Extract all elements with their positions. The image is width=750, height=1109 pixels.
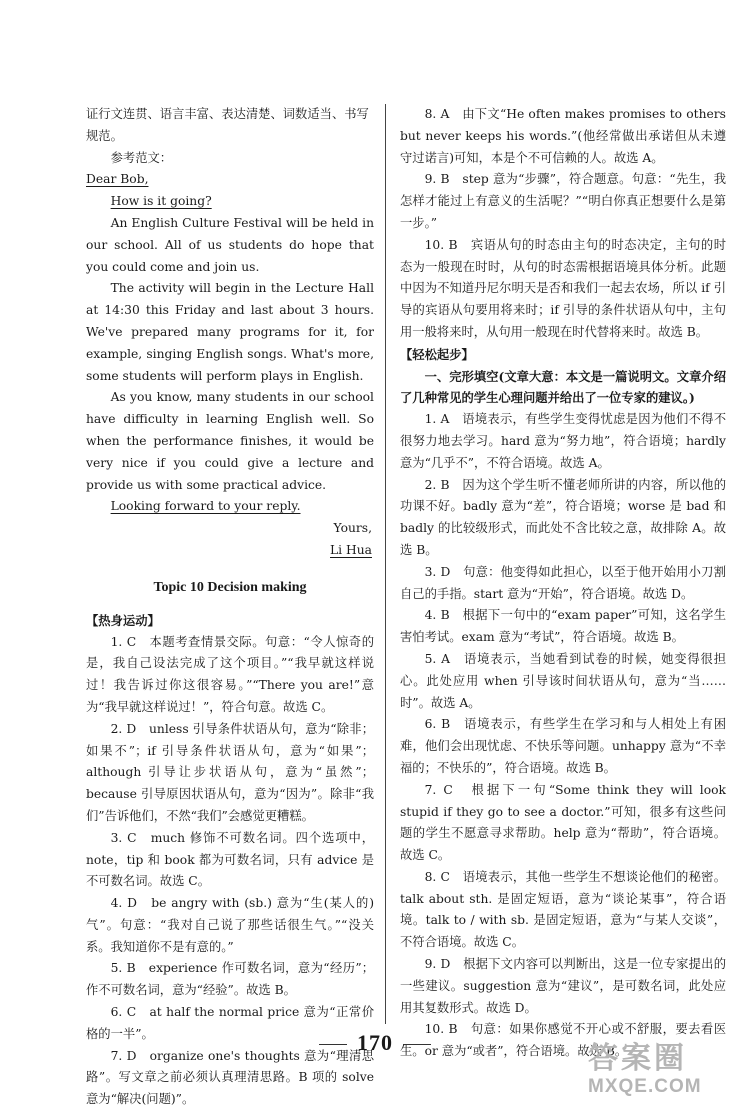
answer-item: 4. B 根据下一句中的“exam paper”可知，这名学生害怕考试。exam 意为“考试”，符合语境。故选 B。 xyxy=(400,608,726,645)
letter-sign-off: Yours, xyxy=(333,521,372,536)
answer-item: 4. D be angry with (sb.) 意为“生(某人的)气”。句意：“我对自己说了那些话很生气。”“没关系。我知道你不是有意的。” xyxy=(86,896,374,954)
answer-item: 2. D unless 引导条件状语从句，意为“除非；如果不”；if 引导条件状语从句，意为“如果”；although 引导让步状语从句，意为“虽然”；because 引导原因状语从句，意为“因为”。除非“我们”告诉他们，不然“我们”会感觉更糟糕。 xyxy=(86,721,374,823)
answer-item: 7. D organize one's thoughts 意为“理清思路”。写文章之前必须认真理清思路。B 项的 solve 意为“解决(问题)”。 xyxy=(86,1048,374,1107)
letter-paragraph: The activity will begin in the Lecture Hall at 14:30 this Friday and last about 3 hours. We've prepared many programs for it, for example, singing English songs. What's more, some students will perform plays in English. xyxy=(86,281,374,383)
left-column xyxy=(86,104,374,1109)
watermark-url: MXQE.COM xyxy=(588,1076,702,1097)
answer-item: 10. B 句意：如果你感觉不开心或不舒服，要去看医生。or 意为“或者”，符合语境。故选 B。 xyxy=(400,1022,726,1059)
section-heading-easy-start: 【轻松起步】 xyxy=(400,346,474,362)
answer-item: 1. A 语境表示，有些学生变得忧虑是因为他们不得不很努力地去学习。hard 意为“努力地”，符合语境；hardly 意为“几乎不”，不符合语境。故选 A。 xyxy=(400,412,726,470)
letter-signature: Li Hua xyxy=(330,542,372,557)
answer-item: 8. C 语境表示，其他一些学生不想谈论他们的秘密。talk about sth. 是固定短语，意为“谈论某事”，符合语境。talk to / with sb. 是固定短语，意为“与某人交谈”，不符合语境。故选 C。 xyxy=(400,869,726,950)
column-divider xyxy=(385,104,386,1024)
answer-item: 6. B 语境表示，有些学生在学习和与人相处上有困难，他们会出现忧虑、不快乐等问题。unhappy 意为“不幸福的；不快乐的”，符合语境。故选 B。 xyxy=(400,717,726,775)
page-number: 170 xyxy=(357,1030,393,1055)
letter-paragraph: An English Culture Festival will be held in our school. All of us students do hope that you could come and join us. xyxy=(86,215,374,274)
answer-item: 7. C 根据下一句“Some think they will look stupid if they go to see a doctor.”可知，很多有这些问题的学生不愿意寻求帮助。help 意为“帮助”，符合语境。故选 C。 xyxy=(400,782,726,863)
cloze-heading: 一、完形填空(文章大意：本文是一篇说明文。文章介绍了几种常见的学生心理问题并给出了一位专家的建议。) xyxy=(400,368,726,406)
watermark-logo-text: 答案圈 xyxy=(588,1041,687,1076)
letter-salutation: Dear Bob, xyxy=(86,172,149,187)
answer-item: 10. B 宾语从句的时态由主句的时态决定，主句的时态为一般现在时时，从句的时态需根据语境具体分析。此题中因为不知道丹尼尔明天是否和我们一起去农场，所以 if 引导的宾语从句要用将来时；if 引导的条件状语从句中，主句用一般将来时，从句用一般现在时代替将来时。故选 B。 xyxy=(400,237,726,339)
right-column xyxy=(400,104,726,1063)
topic-heading: Topic 10 Decision making xyxy=(153,579,307,595)
answer-item: 5. A 语境表示，当她看到试卷的时候，她变得很担心。此处应用 when 引导该时间状语从句，意为“当……时”。故选 A。 xyxy=(400,651,726,710)
answer-item: 3. C much 修饰不可数名词。四个选项中，note，tip 和 book 都为可数名词，只有 advice 是不可数名词。故选 C。 xyxy=(86,830,374,889)
letter-paragraph: As you know, many students in our school have difficulty in learning English well. So when the performance finishes, it would be very nice if you could give a lecture and provide us with some practical advice. xyxy=(86,390,374,492)
letter-greeting: How is it going? xyxy=(110,194,212,209)
answer-item: 5. B experience 作可数名词，意为“经历”；作不可数名词，意为“经验”。故选 B。 xyxy=(86,961,374,998)
answer-item: 8. A 由下文“He often makes promises to others but never keeps his words.”(他经常做出承诺但从未遵守过诺言)可知，本是个不可信赖的人。故选 A。 xyxy=(400,107,726,165)
sample-title: 参考范文： xyxy=(110,150,173,165)
answer-item: 1. C 本题考查情景交际。句意：“令人惊奇的是，我自己设法完成了这个项目。”“我早就这样说过！我告诉过你这很容易。”“There you are!”意为“我早就这样说过！”，符合句意。故选 C。 xyxy=(86,634,374,714)
answer-item: 9. B step 意为“步骤”，符合题意。句意：“先生，我怎样才能过上有意义的生活呢？”“明白你真正想要什么是第一步。” xyxy=(400,172,726,230)
footer-dash xyxy=(319,1044,347,1045)
answer-item: 6. C at half the normal price 意为“正常价格的一半”。 xyxy=(86,1005,374,1041)
intro-line: 证行文连贯、语言丰富、表达清楚、词数适当、书写规范。 xyxy=(86,107,369,143)
site-watermark xyxy=(588,1042,748,1104)
footer-dash xyxy=(403,1044,431,1045)
section-heading-warmup: 【热身运动】 xyxy=(86,612,160,628)
answer-item: 2. B 因为这个学生听不懂老师所讲的内容，所以他的功课不好。badly 意为“差”，符合语境；worse 是 bad 和 badly 的比较级形式，而此处不含比较之意，故排除 A。故选 B。 xyxy=(400,477,726,557)
answer-item: 9. D 根据下文内容可以判断出，这是一位专家提出的一些建议。suggestion 意为“建议”，是可数名词，此处应用其复数形式。故选 D。 xyxy=(400,957,726,1015)
letter-closing: Looking forward to your reply. xyxy=(110,499,301,514)
answer-item: 3. D 句意：他变得如此担心，以至于他开始用小刀割自己的手指。start 意为“开始”，符合语境。故选 D。 xyxy=(400,564,726,601)
